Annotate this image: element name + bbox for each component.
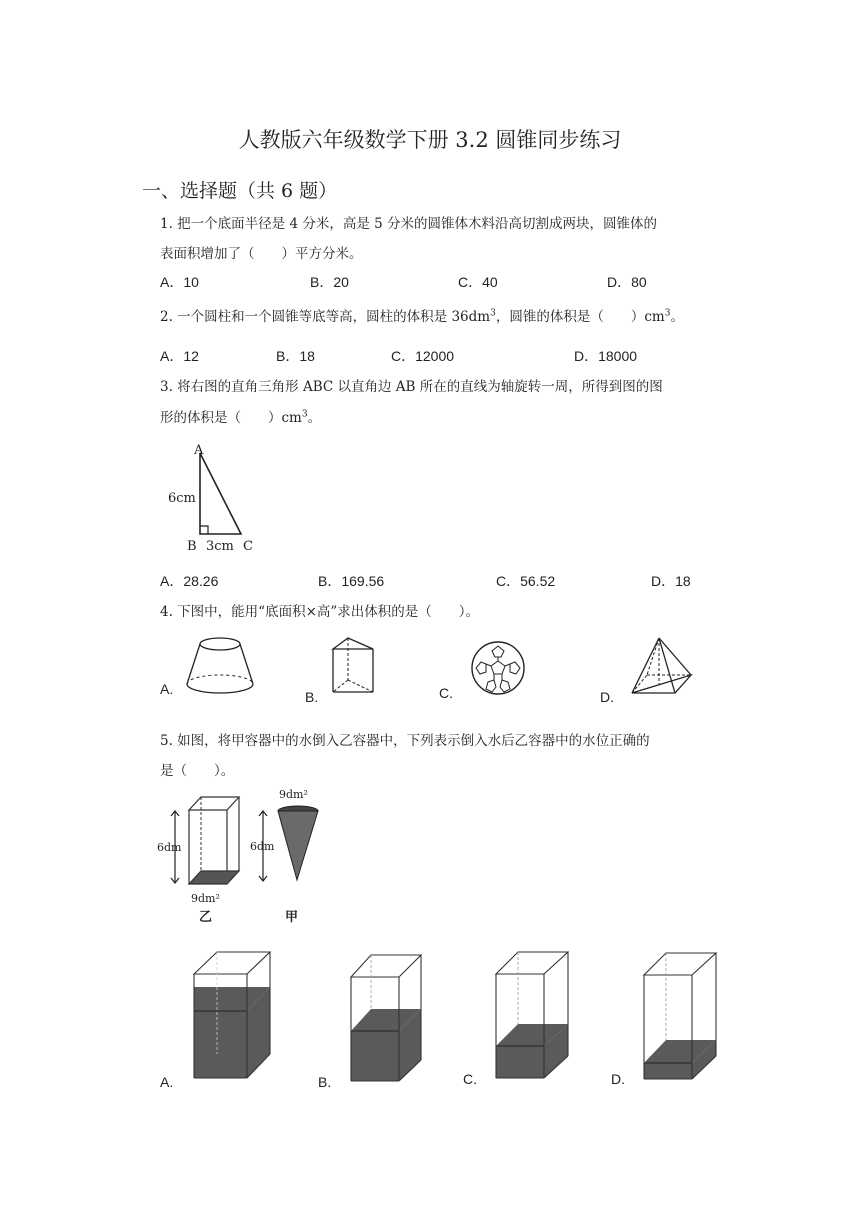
- side-ab-label: 6cm: [168, 491, 196, 506]
- containers-figure: [155, 785, 355, 930]
- q3-line2-sup: 3: [301, 409, 308, 420]
- q2-text-b: ，圆锥的体积是（ ）cm: [495, 309, 665, 325]
- q3-line2-b: 。: [307, 410, 322, 426]
- question-1-line-1: 1. 把一个底面半径是 4 分米，高是 5 分米的圆锥体木料沿高切割成两块，圆锥体的: [160, 216, 658, 232]
- q2-sup-a: 3: [490, 308, 496, 319]
- q4-option-a[interactable]: A.: [160, 681, 174, 697]
- vertex-b-label: B: [187, 539, 197, 554]
- question-2-text: [160, 302, 684, 332]
- right-height-label: 6dm: [250, 840, 275, 853]
- q5-figure-d: [642, 951, 722, 1083]
- q1-option-c[interactable]: C．40: [458, 274, 498, 290]
- question-1-line-2: 表面积增加了（ ）平方分米。: [160, 246, 363, 262]
- q5-option-c[interactable]: C.: [463, 1071, 477, 1087]
- question-5-line-2: 是（ ）。: [160, 763, 235, 779]
- right-triangle-figure: [160, 440, 270, 555]
- q5-figure-c: [494, 950, 574, 1082]
- top-area-label: 9dm²: [279, 788, 308, 801]
- bottom-area-label: 9dm²: [191, 892, 220, 905]
- q2-sup-b: 3: [664, 308, 671, 319]
- q5-figure-b: [349, 953, 429, 1085]
- left-height-label: 6dm: [157, 841, 182, 854]
- q5-option-b[interactable]: B.: [318, 1074, 332, 1090]
- vertex-a-label: A: [194, 443, 204, 458]
- question-3-line-2: [160, 403, 321, 433]
- q1-option-b[interactable]: B．20: [310, 274, 349, 290]
- container-yi-label: 乙: [199, 910, 213, 925]
- vertex-c-label: C: [243, 539, 253, 554]
- q5-figure-a: [192, 950, 277, 1082]
- q3-line2-a: 形的体积是（ ）cm: [160, 410, 302, 426]
- pyramid-figure: [625, 636, 700, 698]
- q3-option-c[interactable]: C．56.52: [496, 573, 556, 589]
- q2-option-c[interactable]: C．12000: [391, 348, 455, 364]
- q2-option-b[interactable]: B．18: [276, 348, 315, 364]
- container-jia-label: 甲: [285, 910, 299, 925]
- frustum-figure: [180, 632, 260, 702]
- triangular-prism-figure: [325, 636, 385, 698]
- side-bc-label: 3cm: [206, 539, 234, 554]
- q5-option-a[interactable]: A.: [160, 1074, 174, 1090]
- q3-option-a[interactable]: A．28.26: [160, 573, 219, 589]
- q1-option-a[interactable]: A．10: [160, 274, 199, 290]
- section-heading: 一、选择题（共 6 题）: [142, 180, 338, 202]
- page-title: 人教版六年级数学下册 3.2 圆锥同步练习: [238, 128, 622, 152]
- q2-option-a[interactable]: A．12: [160, 348, 199, 364]
- q1-option-d[interactable]: D．80: [607, 274, 647, 290]
- q5-option-d[interactable]: D.: [611, 1071, 625, 1087]
- question-4-line-1: 4. 下图中，能用“底面积×高”求出体积的是（ ）。: [160, 604, 480, 620]
- question-5-line-1: 5. 如图，将甲容器中的水倒入乙容器中，下列表示倒入水后乙容器中的水位正确的: [160, 733, 650, 749]
- soccer-ball-figure: [470, 640, 530, 700]
- q4-option-d[interactable]: D.: [600, 689, 614, 705]
- q3-option-b[interactable]: B．169.56: [318, 573, 385, 589]
- q4-option-b[interactable]: B.: [305, 689, 319, 705]
- q2-text-c: 。: [670, 309, 684, 325]
- q4-option-c[interactable]: C.: [439, 685, 453, 701]
- question-3-line-1: 3. 将右图的直角三角形 ABC 以直角边 AB 所在的直线为轴旋转一周，所得到图的图: [160, 379, 663, 395]
- q2-text-a: 2. 一个圆柱和一个圆锥等底等高，圆柱的体积是 36dm: [160, 309, 491, 325]
- q2-option-d[interactable]: D．18000: [574, 348, 638, 364]
- q3-option-d[interactable]: D．18: [651, 573, 691, 589]
